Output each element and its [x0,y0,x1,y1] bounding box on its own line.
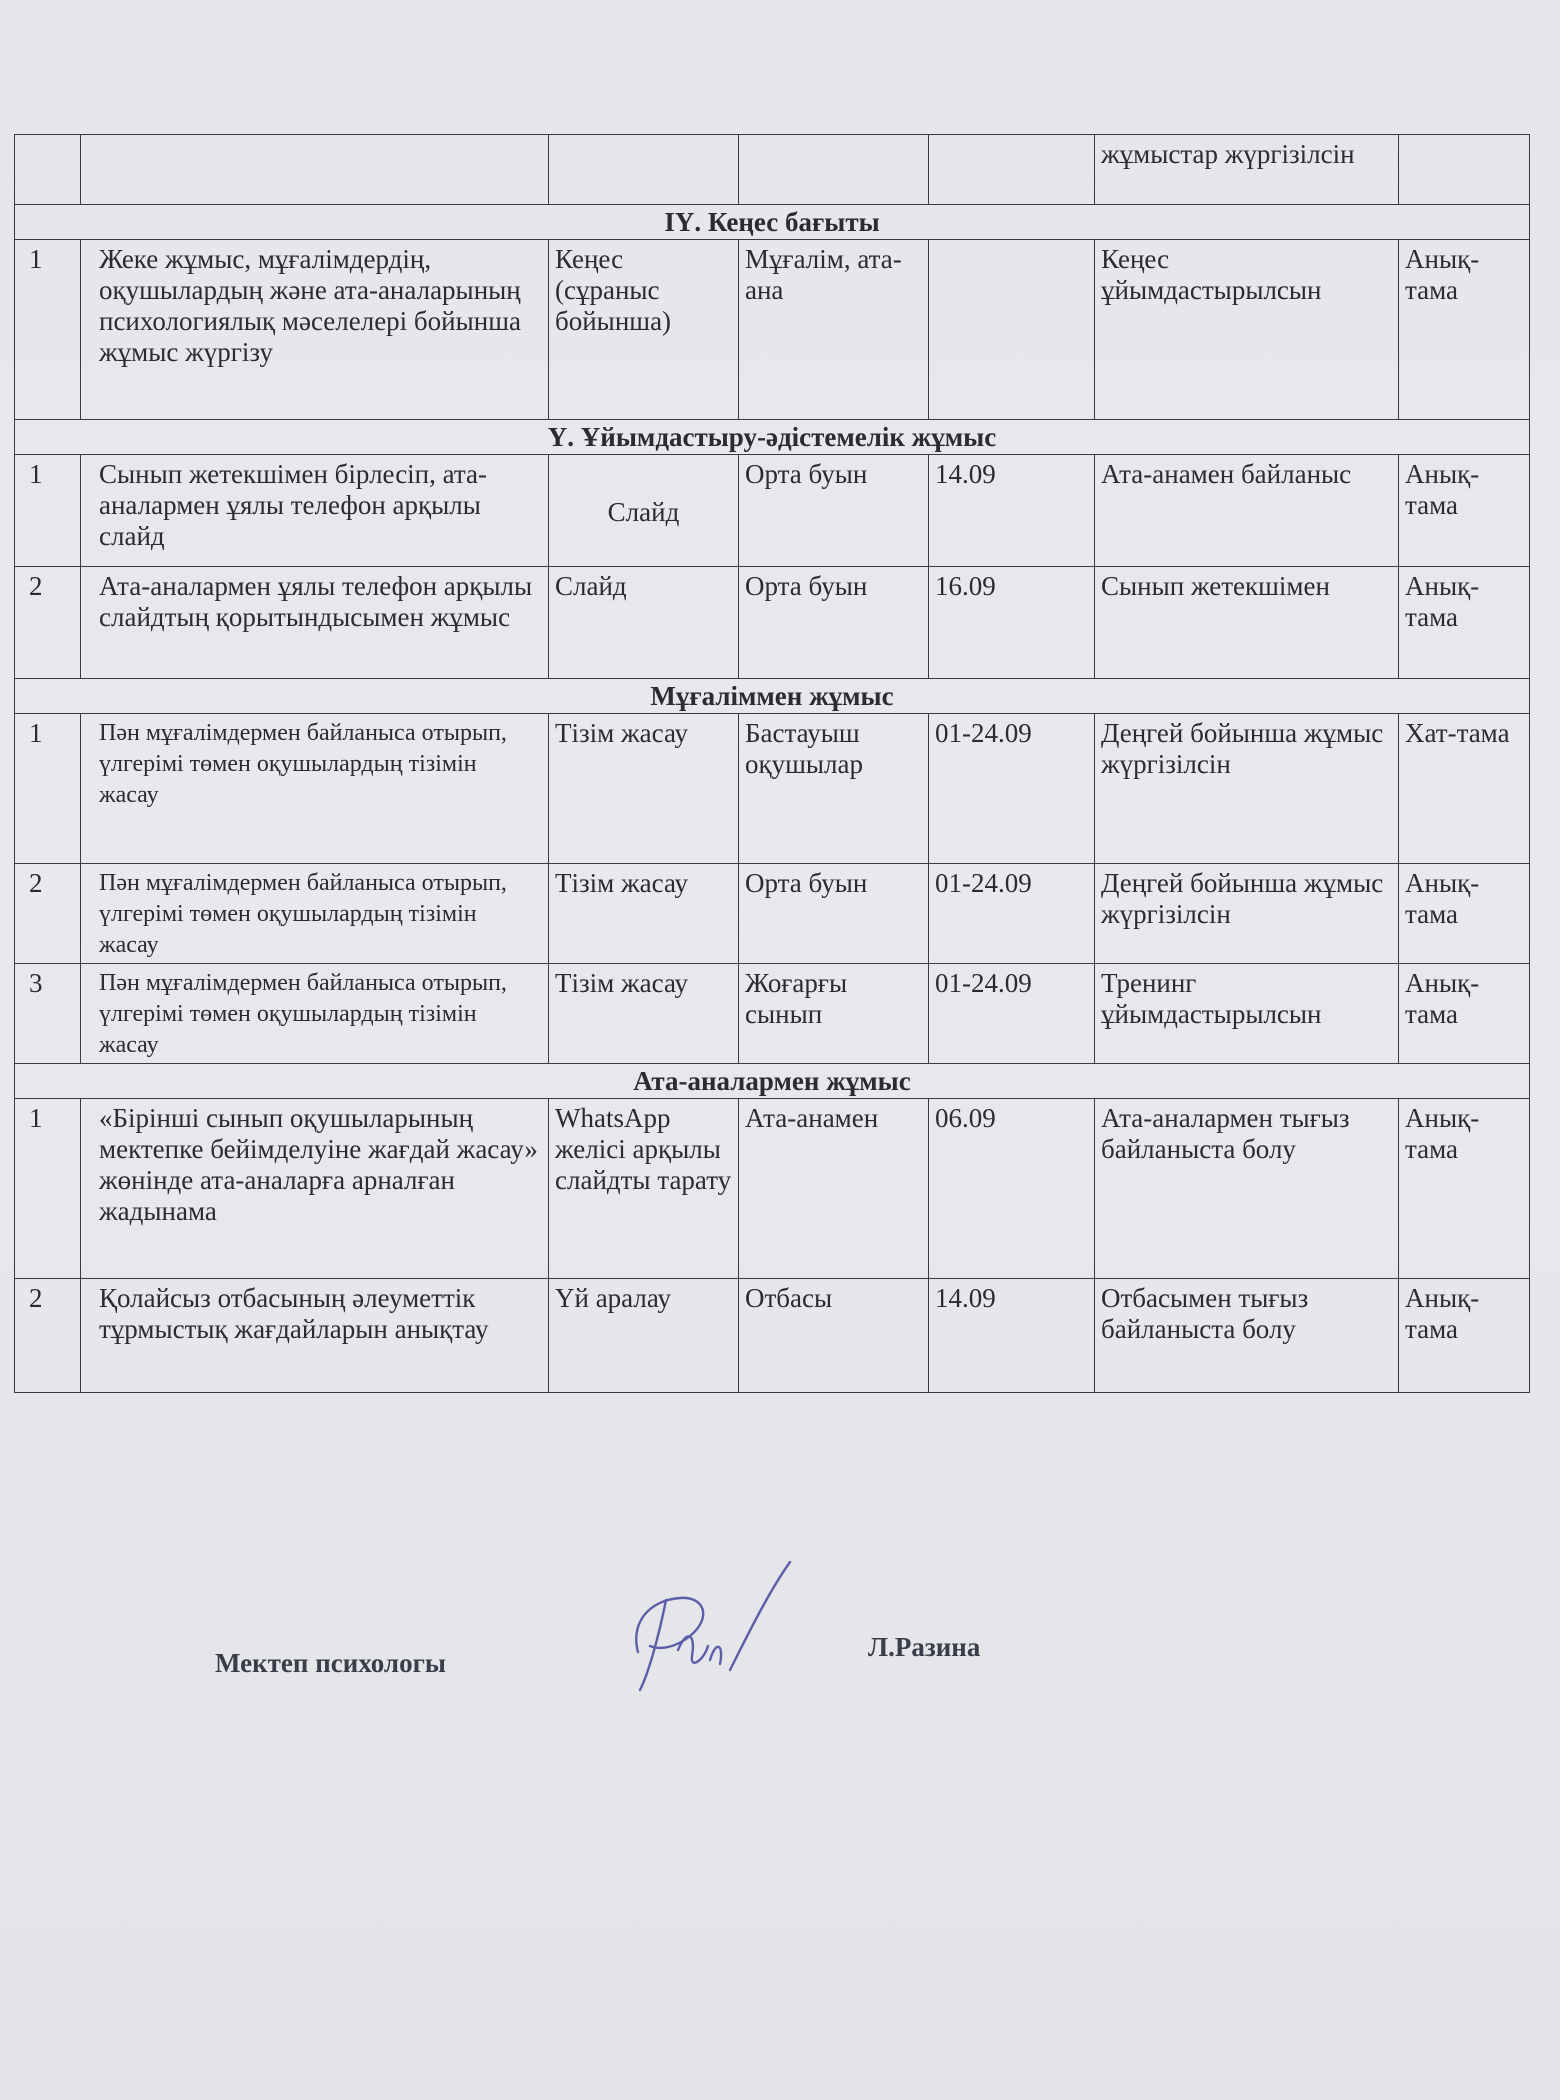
row-form: Слайд [549,567,739,679]
row-form: Кеңес (сұраныс бойынша) [549,240,739,420]
row-form: Тізім жасау [549,964,739,1064]
row-date [929,135,1095,205]
section-heading-row [15,420,1530,455]
row-number: 1 [15,240,81,420]
row-date: 14.09 [929,455,1095,567]
row-result: Тренинг ұйымдастырылсын [1095,964,1399,1064]
row-result: Ата-анамен байланыс [1095,455,1399,567]
row-document: Анық-тама [1399,1099,1530,1279]
row-description [81,135,549,205]
handwritten-signature [620,1560,800,1720]
section-heading: ІҮ. Кеңес бағыты [15,205,1530,240]
row-date: 14.09 [929,1279,1095,1393]
row-target: Орта буын [739,864,929,964]
signer-name: Л.Разина [868,1632,981,1662]
table-row [15,1279,1530,1393]
row-result: Кеңес ұйымдастырылсын [1095,240,1399,420]
section-heading: Мұғаліммен жұмыс [15,679,1530,714]
section-heading-row [15,679,1530,714]
row-description: «Бірінші сынып оқушыларының мектепке бейімделуіне жағдай жасау» жөнінде ата-аналарға арналған жадынама [81,1099,549,1279]
table-row [15,135,1530,205]
row-document: Анық-тама [1399,240,1530,420]
row-form: Тізім жасау [549,864,739,964]
row-description: Сынып жетекшімен бірлесіп, ата-аналармен ұялы телефон арқылы слайд [81,455,549,567]
row-form: Тізім жасау [549,714,739,864]
row-result: Отбасымен тығыз байланыста болу [1095,1279,1399,1393]
row-number [15,135,81,205]
row-number: 2 [15,864,81,964]
row-target: Жоғарғы сынып [739,964,929,1064]
row-date: 01-24.09 [929,714,1095,864]
row-result: жұмыстар жүргізілсін [1095,135,1399,205]
table-row [15,714,1530,864]
row-form [549,135,739,205]
row-date: 16.09 [929,567,1095,679]
signer-role: Мектеп психологы [215,1648,446,1678]
row-document: Хат-тама [1399,714,1530,864]
row-description: Пән мұғалімдермен байланыса отырып, үлгерімі төмен оқушылардың тізімін жасау [81,964,549,1064]
table-row [15,240,1530,420]
row-form: Слайд [549,455,739,567]
row-result: Сынып жетекшімен [1095,567,1399,679]
row-number: 1 [15,455,81,567]
table-row [15,864,1530,964]
row-date: 01-24.09 [929,864,1095,964]
row-result: Деңгей бойынша жұмыс жүргізілсін [1095,714,1399,864]
plan-table [14,134,1530,1393]
row-form: Үй аралау [549,1279,739,1393]
row-document: Анық-тама [1399,1279,1530,1393]
signature-block [0,1560,1560,1720]
row-number: 3 [15,964,81,1064]
row-document: Анық-тама [1399,455,1530,567]
row-result: Деңгей бойынша жұмыс жүргізілсін [1095,864,1399,964]
row-target: Ата-анамен [739,1099,929,1279]
table-row [15,1099,1530,1279]
row-document [1399,135,1530,205]
section-heading-row [15,1064,1530,1099]
row-description: Пән мұғалімдермен байланыса отырып, үлгерімі төмен оқушылардың тізімін жасау [81,714,549,864]
section-heading: Ү. Ұйымдастыру-әдістемелік жұмыс [15,420,1530,455]
row-description: Жеке жұмыс, мұғалімдердің, оқушылардың және ата-аналарының психологиялық мәселелері бойынша жұмыс жүргізу [81,240,549,420]
row-target: Бастауыш оқушылар [739,714,929,864]
row-document: Анық-тама [1399,964,1530,1064]
row-target: Орта буын [739,567,929,679]
row-date: 01-24.09 [929,964,1095,1064]
table-row [15,455,1530,567]
table-row [15,964,1530,1064]
row-target: Отбасы [739,1279,929,1393]
row-target: Мұғалім, ата-ана [739,240,929,420]
row-number: 1 [15,1099,81,1279]
row-form: WhatsApp желісі арқылы слайдты тарату [549,1099,739,1279]
row-document: Анық-тама [1399,567,1530,679]
row-result: Ата-аналармен тығыз байланыста болу [1095,1099,1399,1279]
row-description: Қолайсыз отбасының әлеуметтік тұрмыстық жағдайларын анықтау [81,1279,549,1393]
row-document: Анық-тама [1399,864,1530,964]
row-target [739,135,929,205]
row-date [929,240,1095,420]
row-number: 2 [15,567,81,679]
row-description: Ата-аналармен ұялы телефон арқылы слайдтың қорытындысымен жұмыс [81,567,549,679]
row-date: 06.09 [929,1099,1095,1279]
section-heading-row [15,205,1530,240]
row-number: 2 [15,1279,81,1393]
table-row [15,567,1530,679]
row-number: 1 [15,714,81,864]
row-target: Орта буын [739,455,929,567]
section-heading: Ата-аналармен жұмыс [15,1064,1530,1099]
row-description: Пән мұғалімдермен байланыса отырып, үлгерімі төмен оқушылардың тізімін жасау [81,864,549,964]
